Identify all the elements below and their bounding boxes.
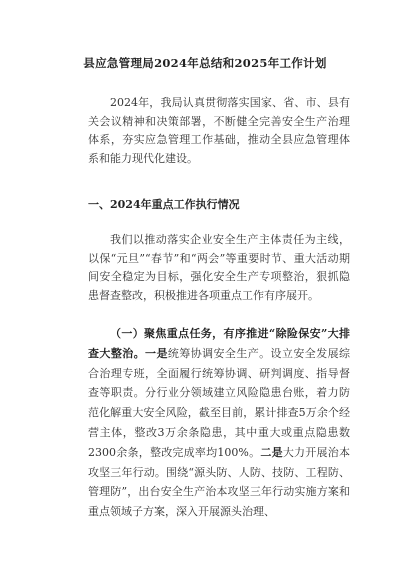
item-lead-two: 二是: [260, 445, 283, 459]
document-title: 县应急管理局2024年总结和2025年工作计划: [83, 56, 327, 70]
section-intro-paragraph: 我们以推动落实企业安全生产主体责任为主线，以保“元旦”“春节”和“两会”等重要时节、重大活动期间安全稳定为目标，强化安全生产专项整治，狠抓隐患督查整改，积极推进各项重点工作有序展开。: [88, 233, 350, 302]
item-paragraph: [88, 324, 350, 522]
item-heading: （一）聚焦重点任务，有序推进“除险保安”大排查大整治。: [88, 327, 350, 360]
item-text-one: 统筹协调安全生产。设立安全发展综合治理专班，全面履行统筹协调、研判调度、指导督查等职责。分行业分领域建立风险隐患台账，着力防范化解重大安全风险，截至目前，累计排查5万余个经营主体，整改3万余条隐患，其中重大或重点隐患数2300余条，整改完成率均100%。: [88, 346, 351, 459]
section-heading: 一、2024年重点工作执行情况: [88, 198, 240, 211]
item-lead-one: 一是: [145, 346, 168, 360]
intro-paragraph: 2024年，我局认真贯彻落实国家、省、市、县有关会议精神和决策部署，不断健全完善安全生产治理体系，夯实应急管理工作基础，推动全县应急管理体系和能力现代化建设。: [88, 96, 350, 165]
item-text-two: 大力开展治本攻坚三年行动。围绕“源头防、人防、技防、工程防、管理防”，出台安全生产治本攻坚三年行动实施方案和重点领域子方案，深入开展源头治理、: [88, 445, 351, 519]
